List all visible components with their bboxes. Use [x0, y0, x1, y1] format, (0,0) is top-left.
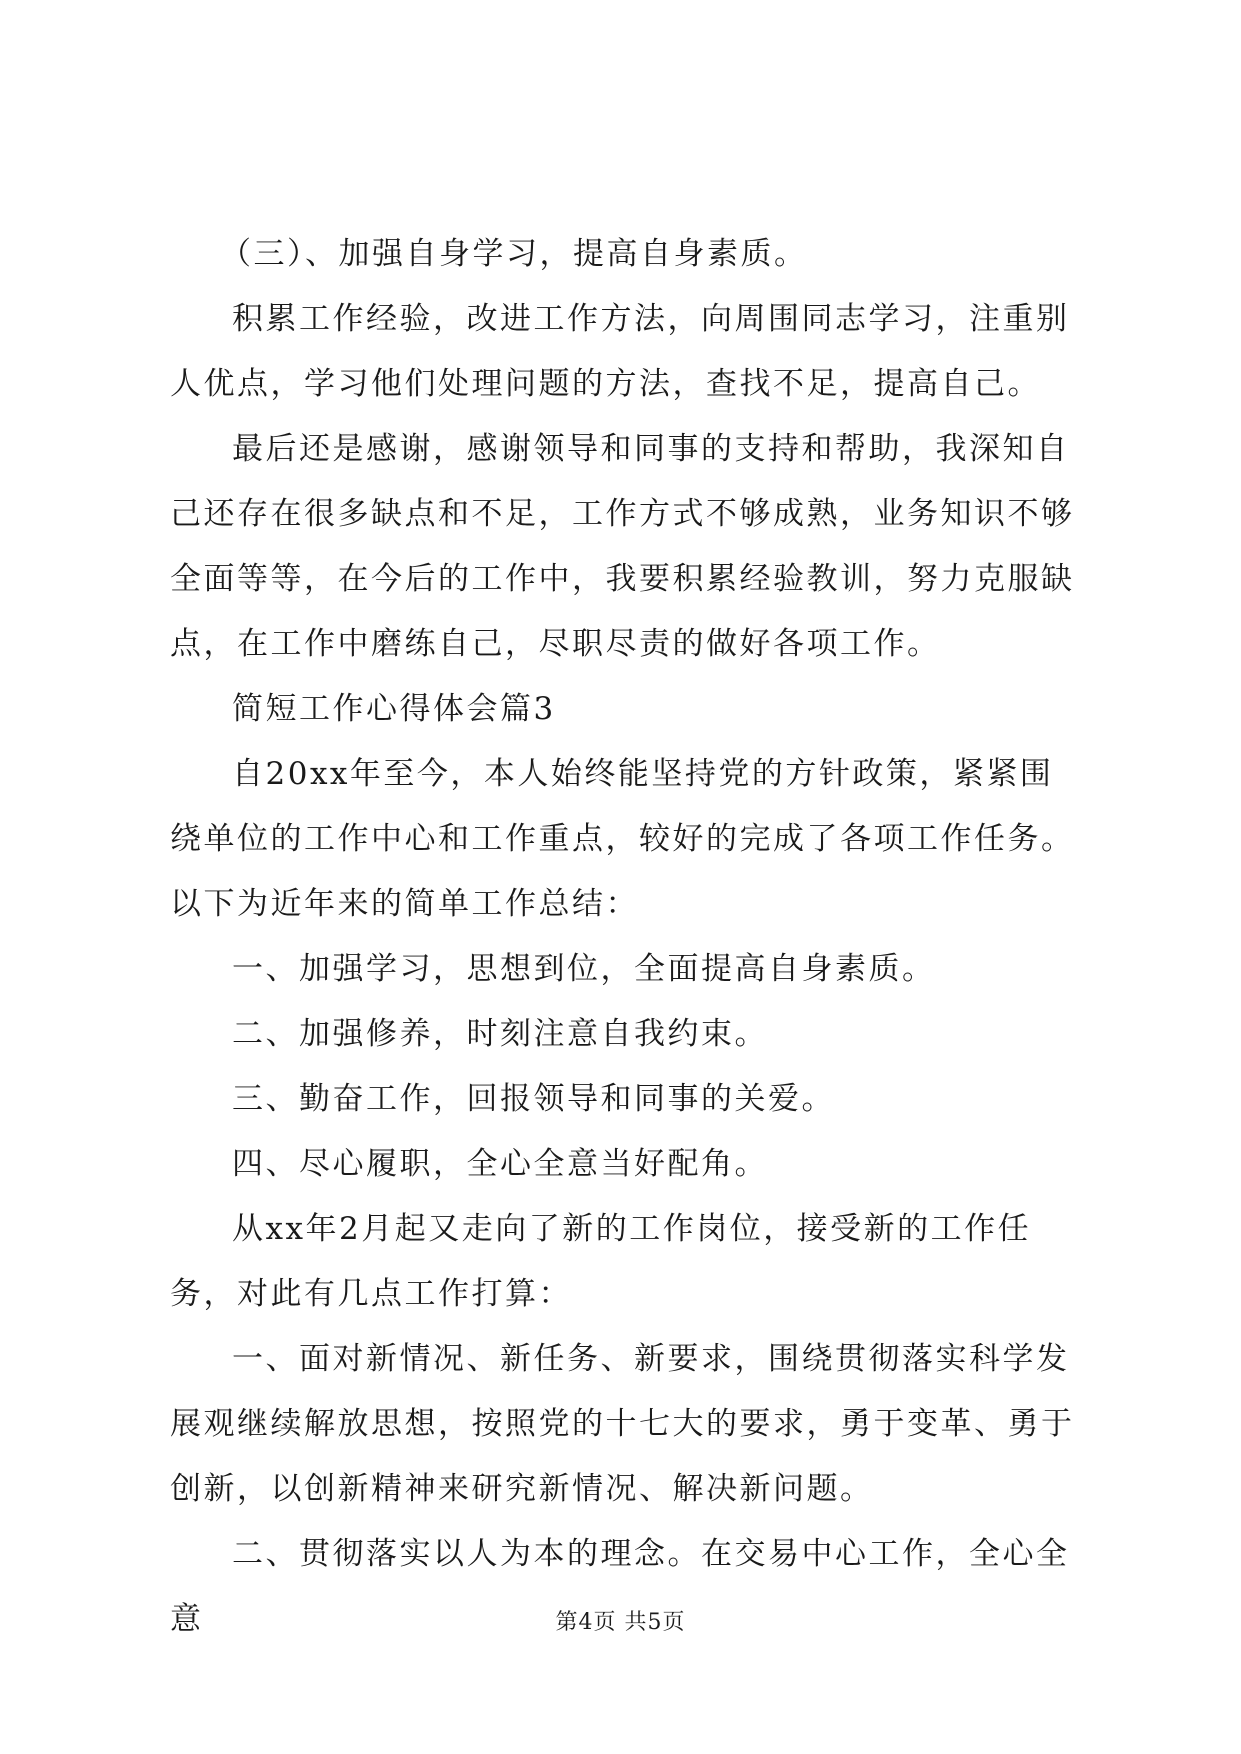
- section-heading-3: （三）、加强自身学习，提高自身素质。: [220, 236, 808, 272]
- page-number-label: 第4页 共5页: [555, 1610, 686, 1635]
- paragraph-new-position: 从xx年2月起又走向了新的工作岗位，接受新的工作任务，对此有几点工作打算：: [170, 1211, 1032, 1312]
- list-item-4: 四、尽心履职，全心全意当好配角。: [232, 1146, 768, 1182]
- plan-item-2: 二、贯彻落实以人为本的理念。在交易中心工作，全心全意: [170, 1536, 1070, 1637]
- paragraph-intro: 自20xx年至今，本人始终能坚持党的方针政策，紧紧围绕单位的工作中心和工作重点，较好的完成了各项工作任务。以下为近年来的简单工作总结：: [170, 756, 1075, 922]
- paragraph-thanks: 最后还是感谢，感谢领导和同事的支持和帮助，我深知自己还存在很多缺点和不足，工作方式不够成熟，业务知识不够全面等等，在今后的工作中，我要积累经验教训，努力克服缺点，在工作中磨练自己，尽职尽责的做好各项工作。: [170, 431, 1075, 662]
- plan-item-1: 一、面对新情况、新任务、新要求，围绕贯彻落实科学发展观继续解放思想，按照党的十七大的要求，勇于变革、勇于创新，以创新精神来研究新情况、解决新问题。: [170, 1341, 1075, 1507]
- article-title: 简短工作心得体会篇3: [232, 691, 556, 727]
- list-item-2: 二、加强修养，时刻注意自我约束。: [232, 1016, 768, 1052]
- document-body: [170, 222, 1075, 1652]
- list-item-3: 三、勤奋工作，回报领导和同事的关爱。: [232, 1081, 835, 1117]
- paragraph-experience: 积累工作经验，改进工作方法，向周围同志学习，注重别人优点，学习他们处理问题的方法，查找不足，提高自己。: [170, 301, 1070, 402]
- list-item-1: 一、加强学习，思想到位，全面提高自身素质。: [232, 951, 936, 987]
- page-footer: [0, 1605, 1241, 1636]
